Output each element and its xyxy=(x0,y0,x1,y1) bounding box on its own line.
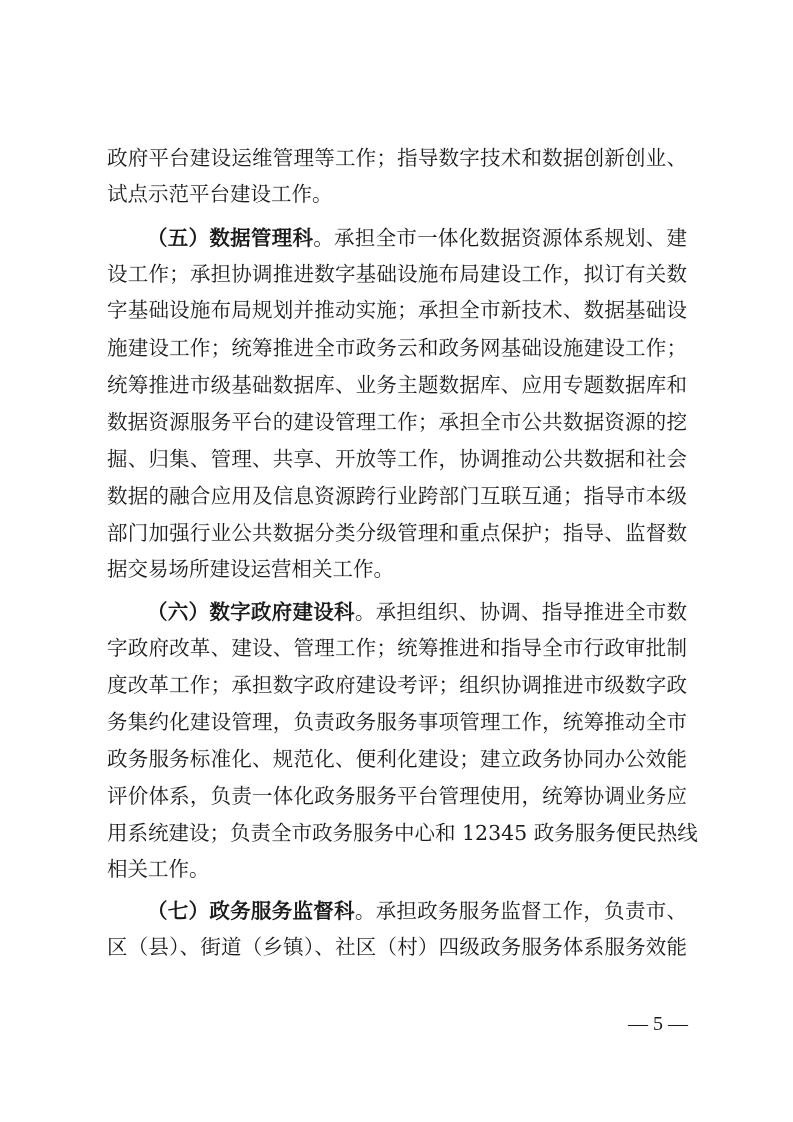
body-line: 试点示范平台建设工作。 xyxy=(107,182,333,206)
section-5-text: 。承担全市一体化数据资源体系规划、建 xyxy=(313,226,688,250)
section-7-text: 。承担政务服务监督工作，负责市、 xyxy=(354,899,688,923)
body-line: 度改革工作；承担数字政府建设考评；组织协调推进市级数字政 xyxy=(107,673,687,697)
body-line: 相关工作。 xyxy=(107,857,210,881)
body-line: 统筹推进市级基础数据库、业务主题数据库、应用专题数据库和 xyxy=(107,373,687,397)
section-7-paragraph-start xyxy=(147,897,687,925)
body-line: 区（县）、街道（乡镇）、社区（村）四级政务服务体系服务效能 xyxy=(107,935,687,959)
body-line: 部门加强行业公共数据分类分级管理和重点保护；指导、监督数 xyxy=(107,521,687,545)
section-6-text: 。承担组织、协调、指导推进全市数 xyxy=(354,600,688,624)
body-line: 评价体系，负责一体化政务服务平台管理使用，统筹协调业务应 xyxy=(107,784,687,808)
section-6-heading: （六）数字政府建设科 xyxy=(147,600,355,624)
body-line: 用系统建设；负责全市政务服务中心和 12345 政务服务便民热线 xyxy=(107,821,698,845)
body-line: 数据资源服务平台的建设管理工作；承担全市公共数据资源的挖 xyxy=(107,410,687,434)
section-6-paragraph-start xyxy=(147,598,687,626)
section-5-heading: （五）数据管理科 xyxy=(147,226,314,250)
body-line: 数据的融合应用及信息资源跨行业跨部门互联互通；指导市本级 xyxy=(107,484,687,508)
section-7-heading: （七）政务服务监督科 xyxy=(147,899,355,923)
body-line: 施建设工作；统筹推进全市政务云和政务网基础设施建设工作； xyxy=(107,336,687,360)
body-line: 掘、归集、管理、共享、开放等工作，协调推动公共数据和社会 xyxy=(107,447,687,471)
body-line: 据交易场所建设运营相关工作。 xyxy=(107,557,394,581)
page-number: — 5 — xyxy=(628,1013,688,1035)
body-line: 字政府改革、建设、管理工作；统筹推进和指导全市行政审批制 xyxy=(107,636,687,660)
body-line: 设工作；承担协调推进数字基础设施布局建设工作，拟订有关数 xyxy=(107,262,687,286)
body-line: 务集约化建设管理，负责政务服务事项管理工作，统筹推动全市 xyxy=(107,710,687,734)
section-5-paragraph-start xyxy=(147,224,687,252)
body-line: 政府平台建设运维管理等工作；指导数字技术和数据创新创业、 xyxy=(107,146,687,170)
body-line: 政务服务标准化、规范化、便利化建设；建立政务协同办公效能 xyxy=(107,747,687,771)
body-line: 字基础设施布局规划并推动实施；承担全市新技术、数据基础设 xyxy=(107,298,687,322)
